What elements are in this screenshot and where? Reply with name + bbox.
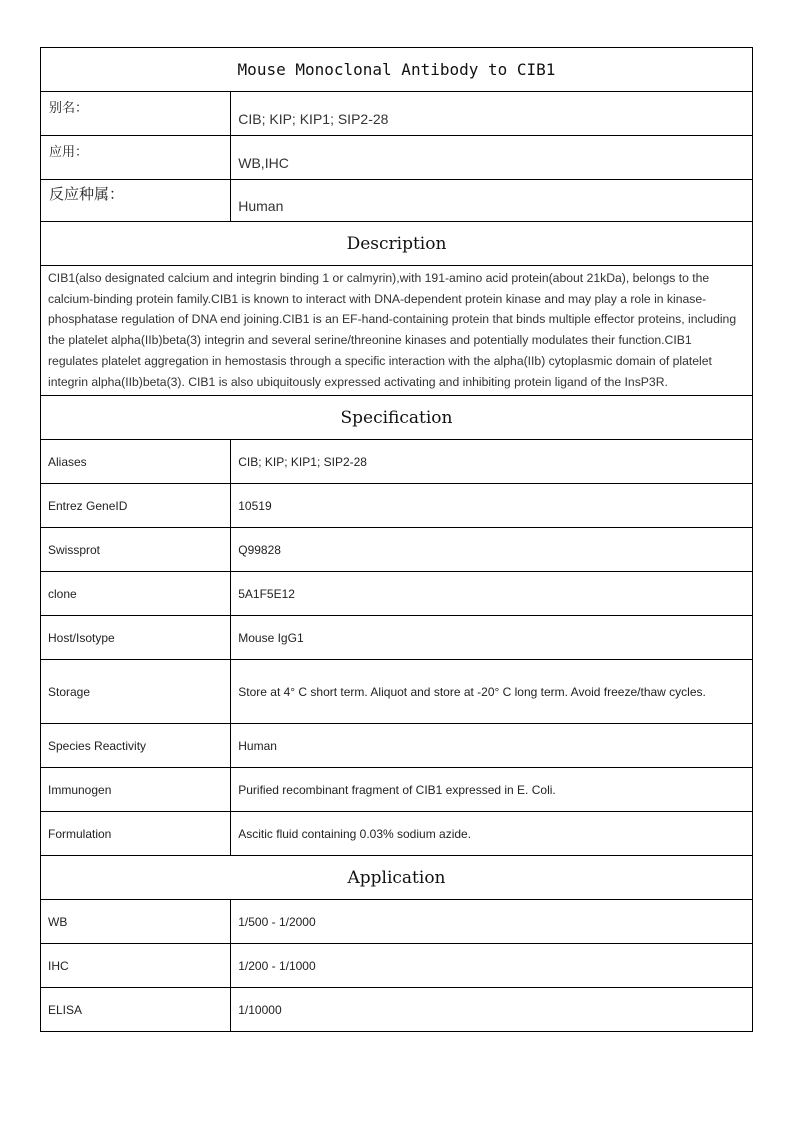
app-label: IHC <box>41 944 231 988</box>
spec-label: Species Reactivity <box>41 724 231 768</box>
info-row-reactivity <box>41 180 753 222</box>
alias-label: 别名： <box>41 92 231 136</box>
spec-label: Host/Isotype <box>41 616 231 660</box>
reactivity-label: 反应种属： <box>41 180 231 222</box>
description-text: CIB1(also designated calcium and integrin binding 1 or calmyrin),with 191-amino acid protein(about 21kDa), belongs to the calcium-binding protein family.CIB1 is known to interact with DNA-dependent protein kinase and may play a role in kinase-phosphatase regulation of DNA end joining.CIB1 is an EF-hand-containing protein that binds multiple effector proteins, including the platelet alpha(IIb)beta(3) integrin and several serine/threonine kinases and potentially modulates their function.CIB1 regulates platelet aggregation in hemostasis through a specific interaction with the alpha(IIb) cytoplasmic domain of platelet integrin alpha(IIb)beta(3). CIB1 is also ubiquitously expressed activating and inhibiting protein ligand of the InsP3R. <box>41 266 753 396</box>
spec-value: Mouse IgG1 <box>231 616 753 660</box>
app-label: ELISA <box>41 988 231 1032</box>
application-value: WB,IHC <box>231 136 753 180</box>
app-row-wb <box>41 900 753 944</box>
app-label: WB <box>41 900 231 944</box>
spec-value: Store at 4° C short term. Aliquot and store at -20° C long term. Avoid freeze/thaw cycles. <box>231 660 753 724</box>
app-value: 1/10000 <box>231 988 753 1032</box>
spec-row-geneid <box>41 484 753 528</box>
app-value: 1/200 - 1/1000 <box>231 944 753 988</box>
description-row <box>41 266 753 396</box>
spec-label: Aliases <box>41 440 231 484</box>
app-value: 1/500 - 1/2000 <box>231 900 753 944</box>
specification-heading-row <box>41 396 753 440</box>
spec-value: Ascitic fluid containing 0.03% sodium azide. <box>231 812 753 856</box>
spec-label: Formulation <box>41 812 231 856</box>
spec-row-swissprot <box>41 528 753 572</box>
spec-label: clone <box>41 572 231 616</box>
spec-value: CIB; KIP; KIP1; SIP2-28 <box>231 440 753 484</box>
spec-row-clone <box>41 572 753 616</box>
title-row <box>41 48 753 92</box>
spec-label: Swissprot <box>41 528 231 572</box>
spec-value: Purified recombinant fragment of CIB1 expressed in E. Coli. <box>231 768 753 812</box>
spec-row-formulation <box>41 812 753 856</box>
spec-row-species <box>41 724 753 768</box>
spec-label: Entrez GeneID <box>41 484 231 528</box>
description-heading-row <box>41 222 753 266</box>
spec-value: Human <box>231 724 753 768</box>
page-title: Mouse Monoclonal Antibody to CIB1 <box>41 48 753 92</box>
spec-value: Q99828 <box>231 528 753 572</box>
spec-row-host <box>41 616 753 660</box>
spec-value: 10519 <box>231 484 753 528</box>
spec-row-storage <box>41 660 753 724</box>
info-row-application <box>41 136 753 180</box>
application-heading-row <box>41 856 753 900</box>
app-row-ihc <box>41 944 753 988</box>
datasheet-table <box>40 47 753 1032</box>
spec-value: 5A1F5E12 <box>231 572 753 616</box>
alias-value: CIB; KIP; KIP1; SIP2-28 <box>231 92 753 136</box>
spec-label: Immunogen <box>41 768 231 812</box>
app-row-elisa <box>41 988 753 1032</box>
spec-row-immunogen <box>41 768 753 812</box>
info-row-alias <box>41 92 753 136</box>
specification-heading: Specification <box>41 396 753 440</box>
spec-row-aliases <box>41 440 753 484</box>
reactivity-value: Human <box>231 180 753 222</box>
application-heading: Application <box>41 856 753 900</box>
application-label: 应用： <box>41 136 231 180</box>
spec-label: Storage <box>41 660 231 724</box>
description-heading: Description <box>41 222 753 266</box>
